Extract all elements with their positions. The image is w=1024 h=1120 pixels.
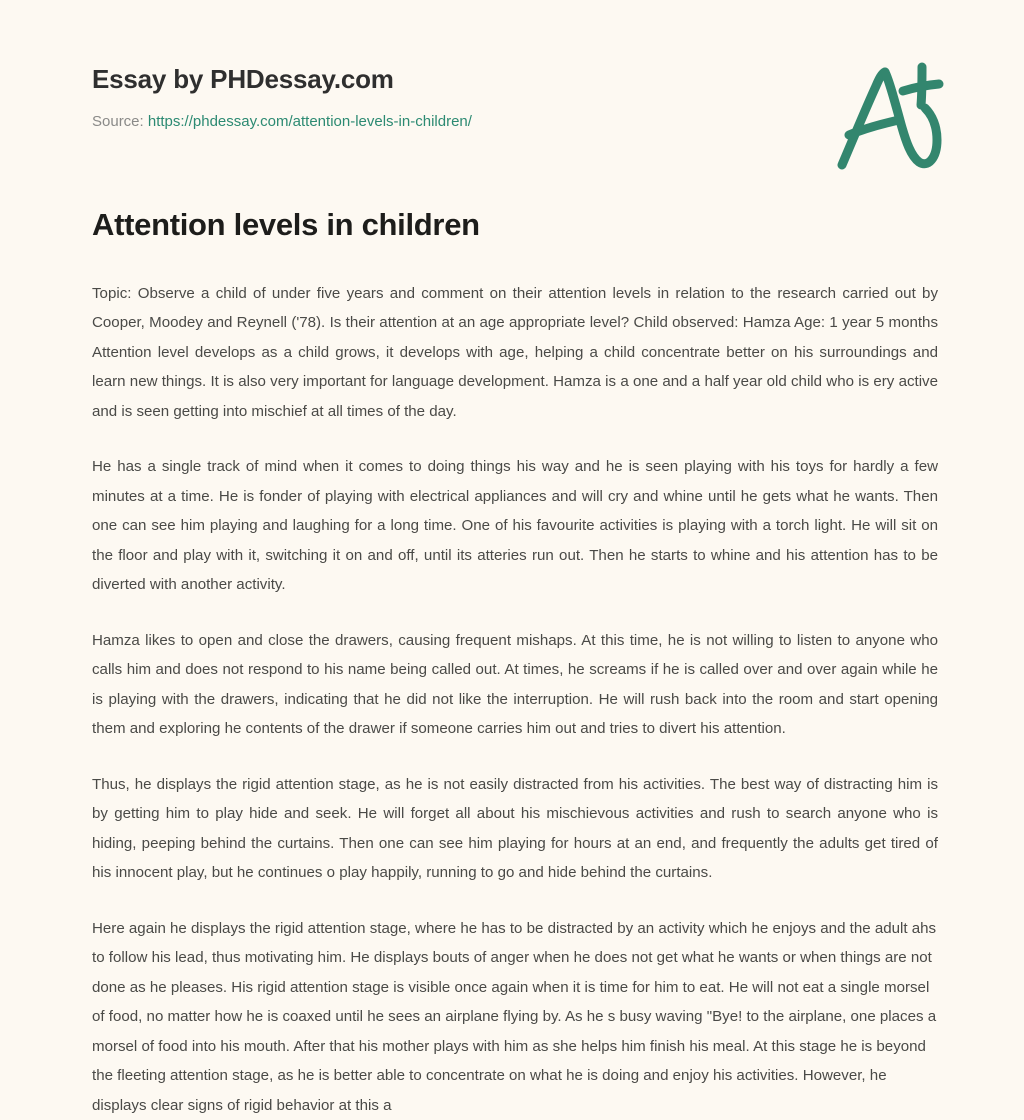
source-url-link[interactable]: https://phdessay.com/attention-levels-in-children/ [147, 113, 472, 131]
brand-title: Essay by PHDessay.com [92, 64, 394, 94]
aplus-logo-icon [829, 58, 949, 176]
source-label: Source: [92, 113, 144, 131]
page-title: Attention levels in children [92, 207, 480, 242]
paragraph: Topic: Observe a child of under five years and comment on their attention levels in relation to the research carried out by Cooper, Moodey and Reynell ('78). Is their attention at an age appropriate level? Child observed: Hamza Age: 1 year 5 months Attention level develops as a child grows, it develops with age, helping a child concentrate better on his surroundings and learn new things. It is also very important for language development. Hamza is a one and a half year old child who is ery active and is seen getting into mischief at all times of the day. [92, 284, 938, 420]
article-container [92, 206, 938, 1120]
paragraph: Thus, he displays the rigid attention stage, as he is not easily distracted from his activities. The best way of distracting him is by getting him to play hide and seek. He will forget all about his mischievous activities and rush to search anyone who is hiding, peeping behind the curtains. Then one can see him playing for hours at an end, and frequently the adults get tired of his innocent play, but he continues o play happily, running to go and hide behind the curtains. [92, 775, 938, 882]
article-body [92, 279, 938, 1120]
paragraph: Hamza likes to open and close the drawers, causing frequent mishaps. At this time, he is not willing to listen to anyone who calls him and does not respond to his name being called out. At times, he screams if he is called over and over again while he is playing with the drawers, indicating that he did not like the interruption. He will rush back into the room and start opening them and exploring he contents of the drawer if someone carries him out and tries to divert his attention. [92, 631, 938, 738]
aplus-logo-glyph [829, 58, 949, 176]
paragraph: He has a single track of mind when it comes to doing things his way and he is seen playing with his toys for hardly a few minutes at a time. He is fonder of playing with electrical appliances and will cry and whine until he gets what he wants. Then one can see him playing and laughing for a long time. One of his favourite activities is playing with a torch light. He will sit on the floor and play with it, switching it on and off, until its atteries run out. Then he starts to whine and his attention has to be diverted with another activity. [92, 458, 938, 594]
page-header [92, 64, 932, 132]
paragraph: Here again he displays the rigid attention stage, where he has to be distracted by an activity which he enjoys and the adult ahs to follow his lead, thus motivating him. He displays bouts of anger when he does not get what he wants or when things are not done as he pleases. His rigid attention stage is visible once again when it is time for him to eat. He will not eat a single morsel of food, no matter how he is coaxed until he sees an airplane flying by. As he s busy waving "Bye! to the airplane, one places a morsel of food into his mouth. After that his mother plays with him as she helps him finish his meal. At this stage he is beyond the fleeting attention stage, as he is better able to concentrate on what he is doing and enjoy his activities. However, he displays clear signs of rigid behavior at this a [92, 919, 937, 1114]
source-line [92, 112, 932, 132]
